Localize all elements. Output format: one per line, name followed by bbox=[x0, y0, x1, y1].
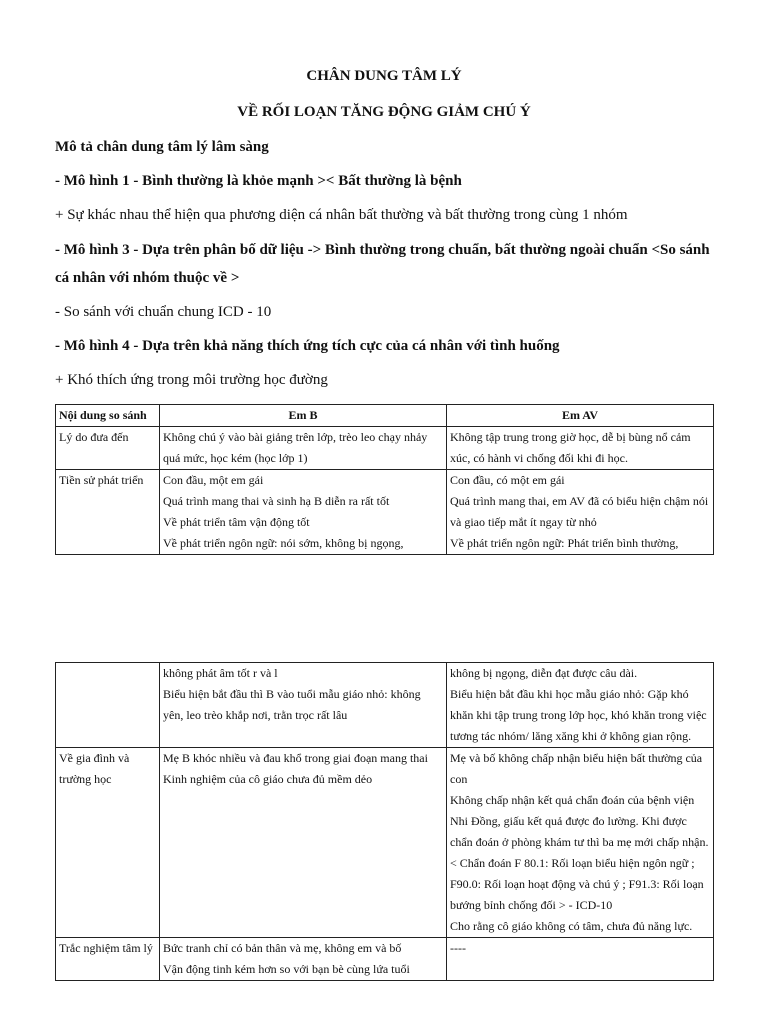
header-em-b: Em B bbox=[160, 405, 447, 427]
cell-line: Không chấp nhận kết quả chẩn đoán của bệnh viện Nhi Đồng, giấu kết quả được đo lường. Khi được chẩn đoán ở phòng khám tư thì ba mẹ mới chấp nhận. < Chẩn đoán F 80.1: Rối loạn biểu hiện ngôn ngữ ; F90.0: Rối loạn hoạt động và chú ý ; F91.3: Rối loạn bướng bỉnh chống đối > - ICD-10 bbox=[450, 793, 709, 912]
cell-line: Biểu hiện bắt đầu khi học mẫu giáo nhỏ: Gặp khó khăn khi tập trung trong lớp học, khó khăn trong việc tương tác nhóm/ lăng xăng khi ở không gian rộng. bbox=[450, 687, 707, 743]
cell-line: Cho rằng cô giáo không có tâm, chưa đủ năng lực. bbox=[450, 919, 693, 933]
cell-line: ---- bbox=[450, 941, 466, 955]
cell-line: Quá trình mang thai và sinh hạ B diễn ra rất tốt bbox=[163, 494, 390, 508]
em-b-cell bbox=[160, 663, 447, 748]
em-av-cell bbox=[447, 938, 714, 981]
section-heading: Mô tả chân dung tâm lý lâm sàng bbox=[55, 139, 269, 155]
em-b-cell bbox=[160, 470, 447, 555]
cell-line: Bức tranh chỉ có bản thân và mẹ, không em và bố bbox=[163, 941, 402, 955]
table-row bbox=[56, 470, 714, 555]
comparison-table-part-1 bbox=[55, 404, 714, 555]
model-1-note: + Sự khác nhau thể hiện qua phương diện cá nhân bất thường và bất thường trong cùng 1 nhóm bbox=[55, 207, 628, 223]
table-row bbox=[56, 938, 714, 981]
comparison-table-part-2 bbox=[55, 662, 714, 981]
row-label: Lý do đưa đến bbox=[56, 427, 160, 470]
cell-line: Về phát triển ngôn ngữ: nói sớm, không bị ngọng, bbox=[163, 536, 404, 550]
table-row bbox=[56, 427, 714, 470]
cell-line: Biểu hiện bắt đầu thì B vào tuổi mẫu giáo nhỏ: không yên, leo trèo khắp nơi, trằn trọc rất lâu bbox=[163, 687, 421, 722]
cell-line: Về phát triển ngôn ngữ: Phát triển bình thường, bbox=[450, 536, 679, 550]
cell-line: không bị ngọng, diễn đạt được câu dài. bbox=[450, 666, 638, 680]
cell-line: Vận động tinh kém hơn so với bạn bè cùng lứa tuổi bbox=[163, 962, 410, 976]
row-label: Tiền sử phát triển bbox=[56, 470, 160, 555]
cell-line: không phát âm tốt r và l bbox=[163, 666, 278, 680]
cell-line: Con đầu, có một em gái bbox=[450, 473, 565, 487]
row-label: Trắc nghiệm tâm lý bbox=[56, 938, 160, 981]
table-header-row bbox=[56, 405, 714, 427]
model-4-note: + Khó thích ứng trong môi trường học đường bbox=[55, 372, 328, 388]
cell-line: Quá trình mang thai, em AV đã có biểu hiện chậm nói và giao tiếp mắt ít ngay từ nhỏ bbox=[450, 494, 709, 529]
table-row bbox=[56, 663, 714, 748]
cell-line: Kinh nghiệm của cô giáo chưa đủ mềm dẻo bbox=[163, 772, 373, 786]
header-comparison: Nội dung so sánh bbox=[56, 405, 160, 427]
model-3-note: - So sánh với chuẩn chung ICD - 10 bbox=[55, 304, 272, 320]
document-title: CHÂN DUNG TÂM LÝ bbox=[306, 68, 462, 84]
em-b-cell: Không chú ý vào bài giảng trên lớp, trèo leo chạy nhảy quá mức, học kém (học lớp 1) bbox=[160, 427, 447, 470]
cell-line: Về phát triển tâm vận động tốt bbox=[163, 515, 310, 529]
cell-line: Mẹ B khóc nhiều và đau khổ trong giai đoạn mang thai bbox=[163, 751, 428, 765]
em-b-cell bbox=[160, 938, 447, 981]
em-b-cell bbox=[160, 748, 447, 938]
cell-line: Con đầu, một em gái bbox=[163, 473, 264, 487]
model-1-heading: - Mô hình 1 - Bình thường là khỏe mạnh >< Bất thường là bệnh bbox=[55, 173, 462, 189]
em-av-cell bbox=[447, 748, 714, 938]
em-av-cell: Không tập trung trong giờ học, dễ bị bùng nổ cảm xúc, có hành vi chống đối khi đi học. bbox=[447, 427, 714, 470]
cell-line: Mẹ và bố không chấp nhận biểu hiện bất thường của con bbox=[450, 751, 703, 786]
em-av-cell bbox=[447, 470, 714, 555]
model-4-heading: - Mô hình 4 - Dựa trên khả năng thích ứng tích cực của cá nhân với tình huống bbox=[55, 338, 560, 354]
row-label bbox=[56, 663, 160, 748]
em-av-cell bbox=[447, 663, 714, 748]
row-label: Về gia đình và trường học bbox=[56, 748, 160, 938]
model-3-heading: - Mô hình 3 - Dựa trên phân bố dữ liệu -> Bình thường trong chuẩn, bất thường ngoài chuẩn <So sánh cá nhân với nhóm thuộc về > bbox=[55, 242, 710, 286]
table-row bbox=[56, 748, 714, 938]
header-em-av: Em AV bbox=[447, 405, 714, 427]
document-subtitle: VỀ RỐI LOẠN TĂNG ĐỘNG GIẢM CHÚ Ý bbox=[237, 104, 531, 120]
